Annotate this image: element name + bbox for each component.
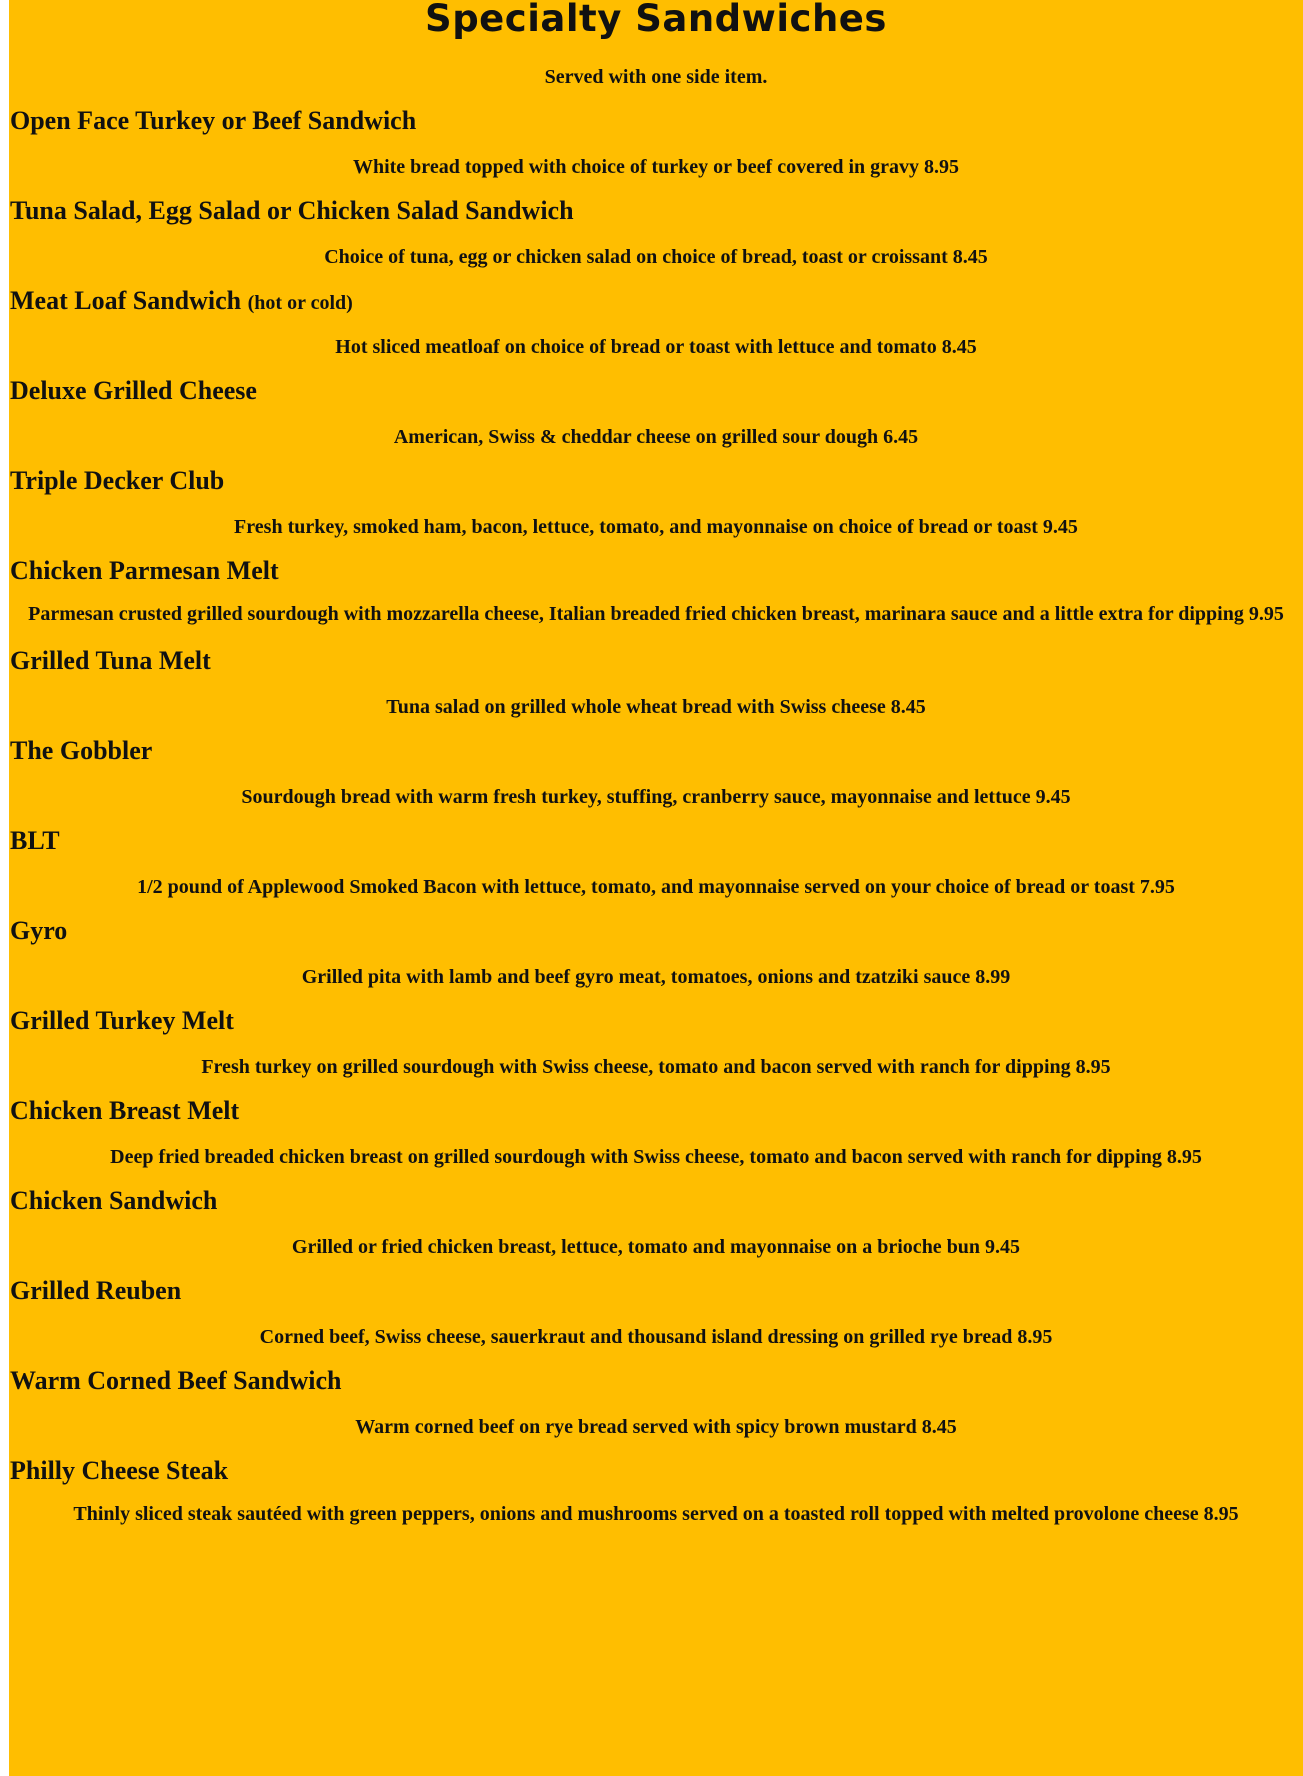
menu-item-name xyxy=(9,1006,1303,1036)
menu-item xyxy=(9,1456,1303,1546)
menu-item xyxy=(9,1276,1303,1366)
menu-item-name xyxy=(9,736,1303,766)
menu-item-name xyxy=(9,1096,1303,1126)
menu-subtitle: Served with one side item. xyxy=(544,66,768,88)
menu-item-name xyxy=(9,196,1303,226)
menu-item-title: Chicken Breast Melt xyxy=(10,1096,240,1125)
menu-item xyxy=(9,466,1303,556)
menu-item xyxy=(9,736,1303,826)
menu-item-note: (hot or cold) xyxy=(247,292,353,314)
menu-item-description: Sourdough bread with warm fresh turkey, stuffing, cranberry sauce, mayonnaise and lettuce 9.45 xyxy=(241,786,1071,808)
menu-item xyxy=(9,196,1303,286)
menu-item xyxy=(9,1366,1303,1456)
menu-item-description: Parmesan crusted grilled sourdough with mozzarella cheese, Italian breaded fried chicken breast, marinara sauce and a little extra for dipping 9.95 xyxy=(28,603,1284,625)
menu-item-name xyxy=(9,1456,1303,1486)
menu-item-title: Warm Corned Beef Sandwich xyxy=(10,1366,342,1395)
menu-item-title: Tuna Salad, Egg Salad or Chicken Salad Sandwich xyxy=(10,196,574,225)
menu-item xyxy=(9,646,1303,736)
menu-item-title: The Gobbler xyxy=(10,736,153,765)
menu-item-description: Choice of tuna, egg or chicken salad on choice of bread, toast or croissant 8.45 xyxy=(324,246,988,268)
menu-item-description: Warm corned beef on rye bread served with spicy brown mustard 8.45 xyxy=(355,1416,957,1438)
menu-item-title: Open Face Turkey or Beef Sandwich xyxy=(10,106,417,135)
menu-item xyxy=(9,556,1303,646)
menu-item-name xyxy=(9,466,1303,496)
menu-item-name xyxy=(9,826,1303,856)
menu-item-description: Deep fried breaded chicken breast on grilled sourdough with Swiss cheese, tomato and bacon served with ranch for dipping 8.95 xyxy=(110,1146,1202,1168)
menu-item-description: Hot sliced meatloaf on choice of bread or toast with lettuce and tomato 8.45 xyxy=(335,336,977,358)
menu-item xyxy=(9,916,1303,1006)
menu-item-title: Triple Decker Club xyxy=(10,466,225,495)
menu-item-title: BLT xyxy=(10,826,60,855)
menu-item-list xyxy=(9,106,1303,1546)
menu-item-title: Chicken Parmesan Melt xyxy=(10,556,279,585)
menu-item-description: Grilled pita with lamb and beef gyro meat, tomatoes, onions and tzatziki sauce 8.99 xyxy=(301,966,1011,988)
menu-item-description: 1/2 pound of Applewood Smoked Bacon with lettuce, tomato, and mayonnaise served on your choice of bread or toast 7.95 xyxy=(137,876,1175,898)
menu-item-name xyxy=(9,1186,1303,1216)
menu-item-name xyxy=(9,1276,1303,1306)
menu-item-title: Grilled Reuben xyxy=(10,1276,182,1305)
menu-item-title: Philly Cheese Steak xyxy=(10,1456,229,1485)
menu-item-description: Tuna salad on grilled whole wheat bread with Swiss cheese 8.45 xyxy=(386,696,926,718)
menu-item-title: Deluxe Grilled Cheese xyxy=(10,376,257,405)
menu-item-name xyxy=(9,646,1303,676)
menu-item-description: Fresh turkey, smoked ham, bacon, lettuce, tomato, and mayonnaise on choice of bread or toast 9.45 xyxy=(234,516,1078,538)
menu-item-name xyxy=(9,556,1303,586)
menu-item-name xyxy=(9,286,1303,316)
menu-item xyxy=(9,826,1303,916)
menu-item-title: Gyro xyxy=(10,916,68,945)
menu-item xyxy=(9,286,1303,376)
menu-title: Specialty Sandwiches xyxy=(425,0,887,40)
menu-item xyxy=(9,376,1303,466)
menu-item xyxy=(9,106,1303,196)
menu-panel xyxy=(9,0,1303,1776)
menu-item-name xyxy=(9,376,1303,406)
menu-item-name xyxy=(9,1366,1303,1396)
menu-item-description: White bread topped with choice of turkey or beef covered in gravy 8.95 xyxy=(352,156,960,178)
menu-item-description: Fresh turkey on grilled sourdough with Swiss cheese, tomato and bacon served with ranch for dipping 8.95 xyxy=(201,1056,1111,1078)
menu-item xyxy=(9,1186,1303,1276)
menu-item xyxy=(9,1096,1303,1186)
menu-item-name xyxy=(9,916,1303,946)
menu-item-name xyxy=(9,106,1303,136)
menu-item-title: Meat Loaf Sandwich xyxy=(10,286,242,315)
menu-item-title: Chicken Sandwich xyxy=(10,1186,218,1215)
menu-item-description: Thinly sliced steak sautéed with green peppers, onions and mushrooms served on a toasted roll topped with melted provolone cheese 8.95 xyxy=(73,1503,1239,1525)
menu-item-description: Grilled or fried chicken breast, lettuce, tomato and mayonnaise on a brioche bun 9.45 xyxy=(291,1236,1021,1258)
menu-item-title: Grilled Tuna Melt xyxy=(10,646,211,675)
menu-item-description: Corned beef, Swiss cheese, sauerkraut and thousand island dressing on grilled rye bread 8.95 xyxy=(259,1326,1053,1348)
menu-item-description: American, Swiss & cheddar cheese on grilled sour dough 6.45 xyxy=(393,426,919,448)
menu-item-title: Grilled Turkey Melt xyxy=(10,1006,234,1035)
menu-item xyxy=(9,1006,1303,1096)
